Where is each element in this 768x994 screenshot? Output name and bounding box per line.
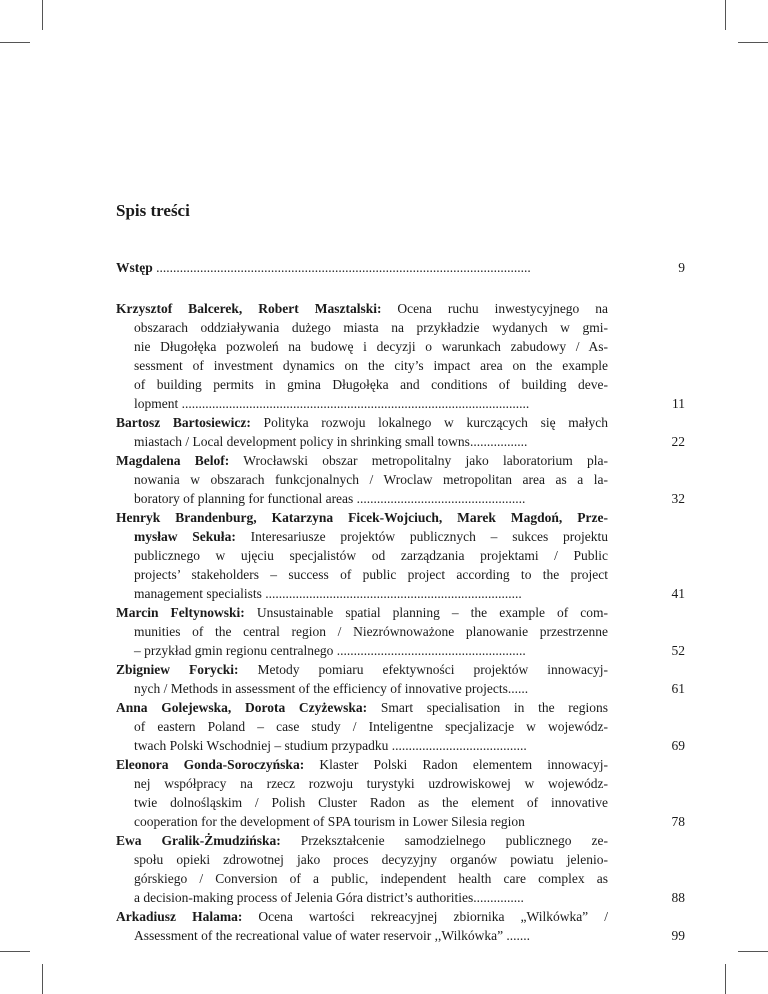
toc-entry-title: Unsustainable spatial planning – the example of com- xyxy=(244,605,608,620)
toc-entry-title-line: management specialists ............................................................................ xyxy=(134,586,522,601)
toc-entry-authors: Arkadiusz Halama: xyxy=(116,909,243,924)
toc-entry-title: Interesariusze projektów publicznych – sukces projektu xyxy=(235,529,608,544)
page-title: Spis treści xyxy=(116,201,190,220)
toc-entry-authors: Marcin Feltynowski: xyxy=(116,605,245,620)
crop-mark-bottom-right xyxy=(725,964,726,994)
crop-mark-bottom-right-h xyxy=(738,951,768,952)
toc-entry[interactable] xyxy=(116,603,685,660)
toc-entry-title-line: munities of the central region / Niezrównoważone planowanie przestrzenne xyxy=(134,624,608,639)
toc-entry-title-line: – przykład gmin regionu centralnego ........................................................ xyxy=(134,643,526,658)
toc-entry[interactable] xyxy=(116,907,685,945)
toc-entry-title-line: społu opieki zdrowotnej jako proces decyzyjny organów powiatu jelenio- xyxy=(134,852,608,867)
toc-entry[interactable] xyxy=(116,451,685,508)
toc-entry[interactable] xyxy=(116,755,685,831)
toc-entry-authors: Anna Golejewska, Dorota Czyżewska: xyxy=(116,700,368,715)
toc-entry-title-line: Assessment of the recreational value of water reservoir ,,Wilkówka” ....... xyxy=(134,928,531,943)
toc-entry-title-line: boratory of planning for functional areas .................................................. xyxy=(134,491,526,506)
toc-entry-authors-cont: mysław Sekuła: xyxy=(134,529,236,544)
toc-page-number: 99 xyxy=(671,928,685,943)
toc-entry-authors: Eleonora Gonda-Soroczyńska: xyxy=(116,757,305,772)
toc-entry-authors: Ewa Gralik-Żmudzińska: xyxy=(116,833,281,848)
toc-entry[interactable] xyxy=(116,660,685,698)
toc-entry-title-line: twie dolnośląskim / Polish Cluster Radon as the element of innovative xyxy=(134,795,608,810)
toc-entry-title-line: nowania w obszarach funkcjonalnych / Wroclaw metropolitan area as a la- xyxy=(134,472,608,487)
toc-entry-title-line: twach Polski Wschodniej – studium przypadku ........................................ xyxy=(134,738,527,753)
toc-page-number: 69 xyxy=(671,738,685,753)
toc-entry-title: Smart specialisation in the regions xyxy=(367,700,608,715)
toc-entry[interactable] xyxy=(116,698,685,755)
toc-page-number: 41 xyxy=(671,586,685,601)
toc-entry[interactable] xyxy=(116,299,685,413)
toc-entry-title-line: obszarach oddziaływania dużego miasta na przykładzie wydanych w gmi- xyxy=(134,320,608,335)
toc-page-number: 32 xyxy=(671,491,685,506)
toc-entry-title-line: of eastern Poland – case study / Inteligentne specjalizacje w wojewódz- xyxy=(134,719,608,734)
toc-page-number: 9 xyxy=(678,260,685,275)
toc-entry-title: Wstęp xyxy=(116,260,153,275)
toc-entry[interactable] xyxy=(116,831,685,907)
crop-mark-bottom-left xyxy=(42,964,43,994)
toc-page-number: 52 xyxy=(671,643,685,658)
toc-entry-title: Przekształcenie samodzielnego publicznego ze- xyxy=(280,833,608,848)
toc-entry-authors: Magdalena Belof: xyxy=(116,453,230,468)
toc-entry-title: Klaster Polski Radon elementem innowacyj- xyxy=(304,757,608,772)
crop-mark-bottom-left-h xyxy=(0,951,30,952)
toc-entry[interactable] xyxy=(116,258,685,277)
toc-entry-title: Ocena ruchu inwestycyjnego na xyxy=(381,301,609,316)
toc-entry-title-line: nie Długołęka pozwoleń na budowę i decyzji o warunkach zabudowy / As- xyxy=(134,339,608,354)
toc-page-number: 61 xyxy=(671,681,685,696)
toc-page-number: 22 xyxy=(671,434,685,449)
toc-entry-title-line: lopment ....................................................................................................... xyxy=(134,396,530,411)
toc-entry-title-line: górskiego / Conversion of a public, independent health care complex as xyxy=(134,871,608,886)
toc-entry-title-line: a decision-making process of Jelenia Góra district’s authorities............... xyxy=(134,890,524,905)
table-of-contents xyxy=(116,258,685,945)
toc-page-number: 11 xyxy=(672,396,685,411)
toc-entry-authors: Bartosz Bartosiewicz: xyxy=(116,415,251,430)
toc-page-number: 78 xyxy=(671,814,685,829)
toc-entry-title: Wrocławski obszar metropolitalny jako laboratorium pla- xyxy=(229,453,608,468)
toc-page-number: 88 xyxy=(671,890,685,905)
toc-entry-authors: Zbigniew Forycki: xyxy=(116,662,239,677)
crop-mark-top-left xyxy=(42,0,43,30)
toc-entry-title-line: cooperation for the development of SPA tourism in Lower Silesia region xyxy=(134,814,525,829)
toc-entry[interactable] xyxy=(116,413,685,451)
toc-entry-title-line: miastach / Local development policy in shrinking small towns................. xyxy=(134,434,528,449)
toc-entry-title-line: nej współpracy na rzecz rozwoju turystyki uzdrowiskowej w wojewódz- xyxy=(134,776,608,791)
toc-entry-title-line: sessment of investment dynamics on the city’s impact area on the example xyxy=(134,358,608,373)
toc-leader: ............................................................................................................... xyxy=(152,260,531,275)
toc-entry-title-line: publicznego w ujęciu specjalistów od zarządzania projektami / Public xyxy=(134,548,608,563)
toc-entry[interactable] xyxy=(116,508,685,603)
crop-mark-top-right xyxy=(725,0,726,30)
toc-entry-title-line: of building permits in gmina Długołęka and conditions of building deve- xyxy=(134,377,608,392)
toc-entry-title: Metody pomiaru efektywności projektów innowacyj- xyxy=(238,662,608,677)
toc-entry-authors: Henryk Brandenburg, Katarzyna Ficek-Wojciuch, Marek Magdoń, Prze- xyxy=(116,510,608,525)
toc-entry-title: Polityka rozwoju lokalnego w kurczących się małych xyxy=(250,415,608,430)
toc-entry-title: Ocena wartości rekreacyjnej zbiornika „Wilkówka” / xyxy=(242,909,608,924)
toc-entry-title-line: nych / Methods in assessment of the efficiency of innovative projects...... xyxy=(134,681,529,696)
toc-entry-title-line: projects’ stakeholders – success of public project according to the project xyxy=(134,567,608,582)
crop-mark-top-right-h xyxy=(738,42,768,43)
toc-entry-authors: Krzysztof Balcerek, Robert Masztalski: xyxy=(116,301,382,316)
crop-mark-top-left-h xyxy=(0,42,30,43)
